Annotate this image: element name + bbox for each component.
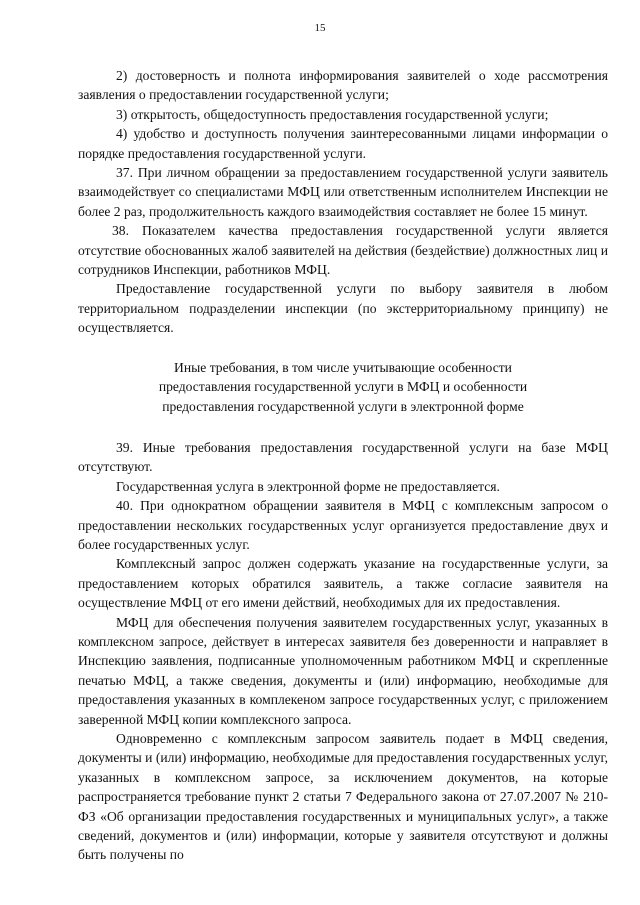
paragraph-criterion-4: 4) удобство и доступность получения заинтересованными лицами информации о порядке предоставления государственной услуги. [78, 126, 608, 161]
paragraph-37: 37. При личном обращении за предоставлением государственной услуги заявитель взаимодействует со специалистами МФЦ или ответственным исполнителем Инспекции не более 2 раз, продолжительность каждого взаимодействия составляет не более 15 минут. [78, 165, 608, 219]
paragraph-criterion-2: 2) достоверность и полнота информирования заявителей о ходе рассмотрения заявления о предоставлении государственной услуги; [78, 68, 608, 103]
paragraph-extraterritorial: Предоставление государственной услуги по выбору заявителя в любом территориальном подразделении инспекции (по экстерриториальному принципу) не осуществляется. [78, 281, 608, 336]
paragraph-complex-request: Комплексный запрос должен содержать указание на государственные услуги, за предоставлением которых обратился заявитель, а также согласие заявителя на осуществление МФЦ от его имени действий, необходимых для их предоставления. [78, 556, 608, 611]
paragraph-mfc-duties: МФЦ для обеспечения получения заявителем государственных услуг, указанных в комплексном запросе, действует в интересах заявителя без доверенности и направляет в Инспекцию заявления, подписанные уполномоченным работником МФЦ и скрепленные печатью МФЦ, а также сведения, документы и (или) информацию, необходимые для предоставления указанных в комплекеном запросе государственных услуг, с приложением заверенной МФЦ копии комплексного запроса. [78, 614, 608, 727]
paragraph-39: 39. Иные требования предоставления государственной услуги на базе МФЦ отсутствуют. [78, 439, 608, 475]
page-number: 15 [314, 22, 326, 34]
section-heading-line-3: предоставления государственной услуги в электронной форме [162, 398, 524, 414]
paragraph-criterion-3: 3) открытость, общедоступность предоставления государственной услуги; [116, 106, 549, 122]
document-body [78, 66, 608, 865]
paragraph-38: 38. Показателем качества предоставления государственной услуги является отсутствие обоснованных жалоб заявителей на действия (бездействие) должностных лиц и сотрудников Инспекции, работников МФЦ. [78, 223, 608, 278]
section-heading [78, 358, 608, 416]
section-heading-line-2: предоставления государственной услуги в МФЦ и особенности [158, 379, 528, 395]
section-heading-line-1: Иные требования, в том числе учитывающие особенности [174, 359, 512, 375]
paragraph-40: 40. При однократном обращении заявителя в МФЦ с комплексным запросом о предоставлении нескольких государственных услуг организуется предоставление двух и более государственных услуг. [78, 498, 608, 552]
paragraph-simultaneous-submission: Одновременно с комплексным запросом заявитель подает в МФЦ сведения, документы и (или) информацию, необходимые для предоставления государственных услуг, указанных в комплексном запросе, за исключением документов, на которые распространяется требование пункт 2 статьи 7 Федерального закона от 27.07.2007 № 210-ФЗ «Об организации предоставления государственных и муниципальных услуг», а также сведений, документов и (или) информации, которые у заявителя отсутствуют и должны быть получены по [78, 731, 608, 863]
paragraph-electronic-form: Государственная услуга в электронной форме не предоставляется. [116, 478, 500, 494]
